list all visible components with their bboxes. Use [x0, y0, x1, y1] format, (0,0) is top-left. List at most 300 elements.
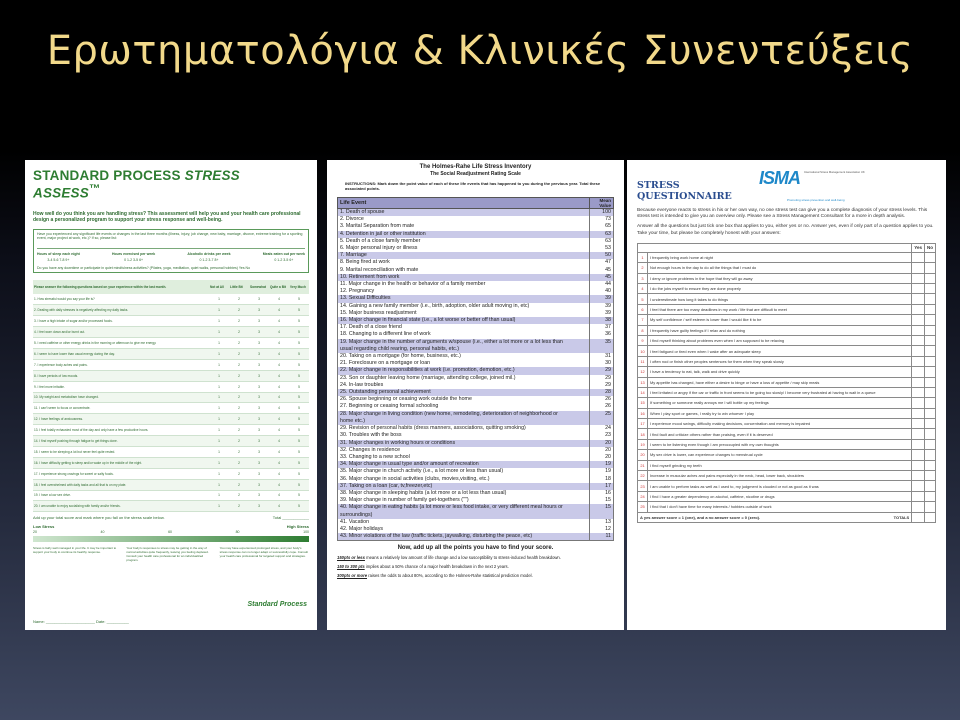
doc1-scale-option[interactable]: 2 — [229, 479, 249, 490]
doc3-question-number: 1 — [638, 252, 648, 262]
doc3-no-checkbox[interactable] — [925, 460, 936, 470]
doc1-scale-option[interactable]: 5 — [289, 338, 309, 349]
doc2-event-value: 29 — [590, 375, 614, 382]
doc1-scale-option[interactable]: 4 — [269, 316, 289, 327]
doc1-scale-option[interactable]: 4 — [269, 338, 289, 349]
doc3-yes-checkbox[interactable] — [912, 481, 925, 491]
doc2-event-value: 38 — [590, 317, 614, 324]
doc1-habit-label: Hours of sleep each night — [37, 251, 80, 256]
doc1-scale-option[interactable]: 3 — [249, 436, 269, 447]
doc1-scale-option[interactable]: 5 — [289, 446, 309, 457]
doc1-habit-options[interactable]: 0 1-2 3-5 6+ — [124, 258, 144, 262]
doc2-event-row — [338, 512, 614, 519]
doc1-scale-option[interactable]: 5 — [289, 316, 309, 327]
doc2-event-value: 23 — [590, 432, 614, 439]
doc1-scale-low: Low Stress — [33, 524, 55, 530]
doc3-no-total[interactable] — [925, 512, 936, 522]
doc3-question-text: My sex drive is lower, can experience changes to menstrual cycle — [648, 450, 912, 460]
doc3-no-checkbox[interactable] — [925, 419, 936, 429]
doc2-event-row — [338, 339, 614, 346]
doc2-event-value: 73 — [590, 216, 614, 223]
doc1-table-row — [33, 359, 309, 370]
doc3-question-row — [638, 263, 936, 273]
doc1-scale-option[interactable]: 2 — [229, 457, 249, 468]
doc2-event-value: 30 — [590, 360, 614, 367]
doc1-scale-option[interactable]: 5 — [289, 403, 309, 414]
doc2-event-text: 3. Marital Separation from mate — [338, 223, 590, 230]
doc2-event-text: 29. Revision of personal habits (dress manners, associations, quitting smoking) — [338, 425, 590, 432]
doc2-event-value: 15 — [590, 504, 614, 511]
doc2-event-value: 18 — [590, 476, 614, 483]
doc1-row-text: I can't seem to focus or concentrate. — [39, 406, 91, 411]
doc3-yes-total[interactable] — [912, 512, 925, 522]
doc1-scale-option[interactable]: 5 — [289, 370, 309, 381]
doc1-scale-option[interactable]: 4 — [269, 348, 289, 359]
doc3-yes-checkbox[interactable] — [912, 294, 925, 304]
doc3-yes-checkbox[interactable] — [912, 377, 925, 387]
doc3-question-text: I am unable to perform tasks as well as I used to, my judgment is clouded or not as good as it was — [648, 481, 912, 491]
doc1-scale-option[interactable]: 1 — [209, 294, 229, 305]
doc2-event-row — [338, 360, 614, 367]
doc3-no-checkbox[interactable] — [925, 408, 936, 418]
doc2-event-value: 39 — [590, 295, 614, 302]
doc3-yes-checkbox[interactable] — [912, 273, 925, 283]
doc2-event-text: 1. Death of spouse — [338, 209, 590, 217]
doc3-totals-text — [638, 512, 912, 522]
doc1-scale-option[interactable]: 1 — [209, 468, 229, 479]
doc2-event-text: 19. Major change in the number of arguments w/spouse (i.e., either a lot more or a lot less than — [338, 339, 590, 346]
doc2-event-row — [338, 317, 614, 324]
doc3-no-checkbox[interactable] — [925, 252, 936, 262]
doc3-question-text: I feel fatigued or tired even when I wake after an adequate sleep — [648, 346, 912, 356]
doc1-stress-scale-labels — [33, 524, 309, 529]
doc3-yes-checkbox[interactable] — [912, 263, 925, 273]
doc2-event-row — [338, 504, 614, 511]
doc1-scale-option[interactable]: 2 — [229, 425, 249, 436]
doc3-question-row — [638, 502, 936, 512]
doc1-scale-option[interactable]: 5 — [289, 359, 309, 370]
doc3-yes-checkbox[interactable] — [912, 283, 925, 293]
doc3-question-row — [638, 450, 936, 460]
doc1-habit-options[interactable]: 3-4 5-6 7-8 9+ — [47, 258, 70, 262]
doc2-event-row — [338, 425, 614, 432]
doc3-no-checkbox[interactable] — [925, 387, 936, 397]
doc3-col-no: No — [925, 243, 936, 252]
doc1-scale-option[interactable]: 4 — [269, 359, 289, 370]
doc1-scale-option[interactable]: 2 — [229, 348, 249, 359]
doc3-question-number: 23 — [638, 481, 648, 491]
doc1-scale-option[interactable]: 5 — [289, 468, 309, 479]
doc3-question-text: I frequently have guilty feelings if I relax and do nothing — [648, 325, 912, 335]
doc1-scale-option[interactable]: 4 — [269, 392, 289, 403]
doc1-scale-option[interactable]: 1 — [209, 370, 229, 381]
doc1-scale-option[interactable]: 5 — [289, 392, 309, 403]
doc3-question-row — [638, 356, 936, 366]
doc1-scale-option[interactable]: 2 — [229, 468, 249, 479]
doc3-no-checkbox[interactable] — [925, 450, 936, 460]
doc3-question-table — [637, 243, 936, 523]
doc3-yes-checkbox[interactable] — [912, 450, 925, 460]
doc1-scale-tick: 80 — [235, 530, 240, 535]
doc3-question-number: 14 — [638, 387, 648, 397]
doc1-scale-option[interactable]: 1 — [209, 327, 229, 338]
doc1-row-question: 1. How stressful would you say your life is? — [33, 294, 209, 305]
doc3-question-row — [638, 294, 936, 304]
doc1-scale-option[interactable]: 5 — [289, 348, 309, 359]
doc1-scale-option[interactable]: 3 — [249, 392, 269, 403]
doc2-event-row — [338, 389, 614, 396]
doc1-scale-option[interactable]: 3 — [249, 414, 269, 425]
doc1-scale-option[interactable]: 2 — [229, 338, 249, 349]
doc3-yes-checkbox[interactable] — [912, 367, 925, 377]
doc1-scale-option[interactable]: 5 — [289, 294, 309, 305]
doc1-scale-option[interactable]: 4 — [269, 468, 289, 479]
doc1-scale-option[interactable]: 5 — [289, 457, 309, 468]
doc2-event-text: surroundings) — [338, 512, 590, 519]
doc3-question-number: 19 — [638, 439, 648, 449]
doc1-scale-option[interactable]: 2 — [229, 316, 249, 327]
doc3-no-checkbox[interactable] — [925, 283, 936, 293]
doc3-question-number: 4 — [638, 283, 648, 293]
doc2-event-text: 31. Major changes in working hours or conditions — [338, 440, 590, 447]
doc2-event-value: 50 — [590, 252, 614, 259]
doc3-no-checkbox[interactable] — [925, 315, 936, 325]
doc1-scale-option[interactable]: 1 — [209, 446, 229, 457]
doc2-event-text: 34. Major change in usual type and/or amount of recreation — [338, 461, 590, 468]
doc1-scale-option[interactable]: 3 — [249, 327, 269, 338]
doc3-yes-checkbox[interactable] — [912, 346, 925, 356]
doc1-scale-option[interactable]: 3 — [249, 381, 269, 392]
doc2-event-row — [338, 468, 614, 475]
doc1-scale-option[interactable]: 4 — [269, 490, 289, 501]
doc1-scale-option[interactable]: 3 — [249, 348, 269, 359]
doc1-scale-option[interactable]: 3 — [249, 316, 269, 327]
doc3-no-checkbox[interactable] — [925, 481, 936, 491]
doc1-scale-option[interactable]: 4 — [269, 370, 289, 381]
doc2-event-text: 30. Troubles with the boss — [338, 432, 590, 439]
doc2-event-row — [338, 497, 614, 504]
doc1-row-question: 11. I can't seem to focus or concentrate. — [33, 403, 209, 414]
doc2-event-row — [338, 382, 614, 389]
doc1-row-question: 8. I have periods of low moods. — [33, 370, 209, 381]
doc1-scale-option[interactable]: 4 — [269, 501, 289, 512]
doc1-row-question: 2. Dealing with daily stresses is negatively affecting my daily tasks. — [33, 305, 209, 316]
doc1-row-question: 18. I feel overwhelmed with daily tasks and all that is on my plate. — [33, 479, 209, 490]
doc2-event-row — [338, 432, 614, 439]
doc3-yes-checkbox[interactable] — [912, 502, 925, 512]
doc1-scale-option[interactable]: 5 — [289, 490, 309, 501]
doc3-question-number: 12 — [638, 367, 648, 377]
doc3-yes-checkbox[interactable] — [912, 252, 925, 262]
doc3-header — [637, 168, 936, 202]
doc3-no-checkbox[interactable] — [925, 429, 936, 439]
doc1-habit-label: Hours exercised per week — [111, 251, 156, 256]
doc1-row-text: I feel totally exhausted most of the day and only have a few productive hours. — [39, 428, 149, 433]
doc1-scale-option[interactable]: 5 — [289, 381, 309, 392]
doc1-scale-option[interactable]: 2 — [229, 370, 249, 381]
doc2-score-range: 150 to 300 pts — [337, 564, 365, 570]
doc3-no-checkbox[interactable] — [925, 273, 936, 283]
doc1-row-question: 19. I have a low sex drive. — [33, 490, 209, 501]
doc3-question-text: My appetite has changed, have either a desire to binge or have a loss of appetite / may skip meals — [648, 377, 912, 387]
doc1-scale-option[interactable]: 5 — [289, 305, 309, 316]
doc1-table-row — [33, 403, 309, 414]
doc1-scale-option[interactable]: 1 — [209, 359, 229, 370]
doc1-scale-option[interactable]: 1 — [209, 316, 229, 327]
doc2-event-text: 11. Major change in the health or behavior of a family member — [338, 281, 590, 288]
doc2-event-row — [338, 440, 614, 447]
doc1-scale-option[interactable]: 1 — [209, 501, 229, 512]
doc1-scale-option[interactable]: 1 — [209, 457, 229, 468]
doc1-scale-option[interactable]: 3 — [249, 294, 269, 305]
doc3-no-checkbox[interactable] — [925, 335, 936, 345]
doc1-row-text: I experience body aches and pains. — [37, 362, 88, 367]
doc1-scale-option[interactable]: 1 — [209, 436, 229, 447]
doc2-event-text: 20. Taking on a mortgage (for home, business, etc.) — [338, 353, 590, 360]
doc1-row-text: I seem to be sleeping a lot but never feel quite rested. — [39, 449, 116, 454]
doc1-scale-option[interactable]: 1 — [209, 381, 229, 392]
doc1-scale-option[interactable]: 4 — [269, 479, 289, 490]
doc3-no-checkbox[interactable] — [925, 491, 936, 501]
doc2-event-text: home etc.) — [338, 418, 590, 425]
doc1-scale-option[interactable]: 4 — [269, 381, 289, 392]
doc2-event-value: 16 — [590, 490, 614, 497]
doc3-no-checkbox[interactable] — [925, 325, 936, 335]
doc3-no-checkbox[interactable] — [925, 356, 936, 366]
doc2-event-text: 41. Vacation — [338, 519, 590, 526]
doc1-scale-option[interactable]: 5 — [289, 501, 309, 512]
doc1-table-row — [33, 436, 309, 447]
isma-logo: ISMA — [759, 168, 800, 188]
doc3-question-number: 24 — [638, 491, 648, 501]
doc3-question-row — [638, 346, 936, 356]
doc2-event-value: 29 — [590, 367, 614, 374]
doc2-event-row — [338, 209, 614, 217]
doc3-no-checkbox[interactable] — [925, 439, 936, 449]
doc1-table-row — [33, 370, 309, 381]
doc3-question-number: 16 — [638, 408, 648, 418]
doc3-no-checkbox[interactable] — [925, 294, 936, 304]
doc1-row-text: I feel overwhelmed with daily tasks and all that is on my plate. — [39, 482, 127, 487]
doc2-event-value: 17 — [590, 483, 614, 490]
doc3-yes-checkbox[interactable] — [912, 439, 925, 449]
doc3-yes-checkbox[interactable] — [912, 356, 925, 366]
doc1-row-text: I am unable to enjoy socializing with family and/or friends. — [39, 504, 121, 509]
doc3-question-row — [638, 335, 936, 345]
doc3-question-number: 13 — [638, 377, 648, 387]
doc1-scale-option[interactable]: 1 — [209, 392, 229, 403]
doc1-habit-item — [187, 252, 230, 263]
doc2-event-row — [338, 375, 614, 382]
doc3-no-checkbox[interactable] — [925, 502, 936, 512]
doc2-event-row — [338, 295, 614, 302]
doc1-scale-option[interactable]: 1 — [209, 490, 229, 501]
doc1-scale-option[interactable]: 4 — [269, 436, 289, 447]
doc3-yes-checkbox[interactable] — [912, 471, 925, 481]
doc1-scale-option[interactable]: 3 — [249, 490, 269, 501]
doc1-scale-option[interactable]: 2 — [229, 403, 249, 414]
doc1-scale-option[interactable]: 2 — [229, 490, 249, 501]
doc3-yes-checkbox[interactable] — [912, 491, 925, 501]
doc1-scale-option[interactable]: 4 — [269, 414, 289, 425]
doc1-scale-option[interactable]: 1 — [209, 305, 229, 316]
doc2-score-note — [337, 555, 614, 560]
doc2-event-text: 9. Marital reconciliation with mate — [338, 267, 590, 274]
doc2-event-value: 36 — [590, 331, 614, 338]
doc2-event-value: 26 — [590, 396, 614, 403]
doc1-scale-option[interactable]: 5 — [289, 414, 309, 425]
doc1-scale-option[interactable]: 2 — [229, 414, 249, 425]
doc1-row-text: How stressful would you say your life is? — [37, 297, 95, 302]
doc3-yes-checkbox[interactable] — [912, 460, 925, 470]
doc1-scale-description: Your body's responses to stress may be getting in the way of normal activities quite frequently, leaving you feeling depleted. Consult your health care professional for an individualized program. — [126, 546, 209, 563]
doc1-footer: Name: ______________________ Date: __________ — [33, 619, 129, 624]
doc3-question-row — [638, 439, 936, 449]
doc2-subtitle: The Social Readjustment Rating Scale — [430, 171, 521, 177]
doc1-scale-option[interactable]: 4 — [269, 403, 289, 414]
doc1-habit-options[interactable]: 0 1-2 3-5 6+ — [274, 258, 294, 262]
doc1-row-question: 17. I experience strong cravings for sweet or salty foods. — [33, 468, 209, 479]
doc1-scale-option[interactable]: 1 — [209, 338, 229, 349]
doc3-question-text: I frequently bring work home at night — [648, 252, 912, 262]
doc2-event-value: 20 — [590, 440, 614, 447]
doc2-score-meaning: implies about a 50% chance of a major health breakdown in the next 2 years. — [364, 564, 509, 570]
doc1-scale-option[interactable]: 3 — [249, 425, 269, 436]
doc1-scale-option[interactable]: 2 — [229, 294, 249, 305]
doc3-question-row — [638, 273, 936, 283]
doc1-scale-option[interactable]: 3 — [249, 501, 269, 512]
doc1-row-question: 15. I seem to be sleeping a lot but never feel quite rested. — [33, 446, 209, 457]
doc1-row-question: 7. I experience body aches and pains. — [33, 359, 209, 370]
doc3-question-text: I find myself grinding my teeth — [648, 460, 912, 470]
doc1-scale-option[interactable]: 3 — [249, 305, 269, 316]
doc3-yes-checkbox[interactable] — [912, 419, 925, 429]
doc2-event-value: 31 — [590, 353, 614, 360]
doc3-question-row — [638, 377, 936, 387]
doc1-scale-option[interactable]: 1 — [209, 425, 229, 436]
doc1-scale-option[interactable]: 2 — [229, 359, 249, 370]
doc1-scale-option[interactable]: 3 — [249, 370, 269, 381]
doc3-yes-checkbox[interactable] — [912, 335, 925, 345]
doc1-scale-option[interactable]: 2 — [229, 381, 249, 392]
doc2-event-value: 45 — [590, 274, 614, 281]
doc1-habit-options[interactable]: 0 1-2 3-7 8+ — [199, 258, 219, 262]
doc2-event-text: 28. Major change in living condition (new home, remodeling, deterioration of neighborhood or — [338, 411, 590, 418]
doc1-scale-option[interactable]: 3 — [249, 403, 269, 414]
doc3-yes-checkbox[interactable] — [912, 387, 925, 397]
doc2-event-row — [338, 396, 614, 403]
doc3-no-checkbox[interactable] — [925, 471, 936, 481]
doc2-event-text: 16. Major change in financial state (i.e., a lot worse or better off than usual) — [338, 317, 590, 324]
doc2-event-text: 6. Major personal injury or illness — [338, 245, 590, 252]
doc3-no-checkbox[interactable] — [925, 377, 936, 387]
doc1-scale-option[interactable]: 1 — [209, 348, 229, 359]
doc1-scale-option[interactable]: 4 — [269, 327, 289, 338]
doc2-event-row — [338, 281, 614, 288]
doc1-scale-option[interactable]: 3 — [249, 359, 269, 370]
doc3-totals-row — [638, 512, 936, 522]
doc1-scale-option[interactable]: 4 — [269, 425, 289, 436]
doc1-scale-option[interactable]: 5 — [289, 327, 309, 338]
doc2-event-row — [338, 267, 614, 274]
doc3-question-number: 6 — [638, 304, 648, 314]
doc2-event-text: usual regarding child rearing, personal habits, etc.) — [338, 346, 590, 353]
doc3-question-number: 2 — [638, 263, 648, 273]
doc2-score-range: 300pts or more — [337, 573, 368, 579]
doc2-event-row — [338, 454, 614, 461]
doc2-event-value: 26 — [590, 403, 614, 410]
doc1-title-b: STRESS ASSESS — [33, 168, 240, 201]
doc1-scale-option[interactable]: 3 — [249, 457, 269, 468]
doc3-question-row — [638, 283, 936, 293]
doc1-table-row — [33, 490, 309, 501]
doc1-scale-option[interactable]: 2 — [229, 446, 249, 457]
doc1-row-question: 9. I feel more irritable. — [33, 381, 209, 392]
doc2-event-row — [338, 303, 614, 310]
doc1-scale-option[interactable]: 2 — [229, 392, 249, 403]
doc2-event-value: 25 — [590, 411, 614, 418]
doc2-event-text: 39. Major change in number of family get-togethers ("") — [338, 497, 590, 504]
doc1-scale-option[interactable]: 4 — [269, 294, 289, 305]
doc1-scale-option[interactable]: 5 — [289, 479, 309, 490]
doc1-scale-option[interactable]: 5 — [289, 436, 309, 447]
doc3-question-row — [638, 419, 936, 429]
doc3-yes-checkbox[interactable] — [912, 398, 925, 408]
doc2-score-note — [337, 573, 614, 578]
doc1-scale-option[interactable]: 1 — [209, 414, 229, 425]
doc3-no-checkbox[interactable] — [925, 346, 936, 356]
doc1-scale-option[interactable]: 2 — [229, 327, 249, 338]
doc1-table-row — [33, 348, 309, 359]
doc1-scale-option[interactable]: 4 — [269, 446, 289, 457]
doc3-yes-checkbox[interactable] — [912, 325, 925, 335]
doc2-event-value: 100 — [590, 209, 614, 217]
doc1-scale-option[interactable]: 5 — [289, 425, 309, 436]
doc2-event-text: 5. Death of a close family member — [338, 238, 590, 245]
doc3-no-checkbox[interactable] — [925, 304, 936, 314]
doc1-scale-option[interactable]: 2 — [229, 305, 249, 316]
stress-assess-document — [25, 160, 317, 630]
doc3-yes-checkbox[interactable] — [912, 429, 925, 439]
doc3-no-checkbox[interactable] — [925, 367, 936, 377]
doc3-question-row — [638, 325, 936, 335]
doc3-yes-checkbox[interactable] — [912, 408, 925, 418]
doc1-habit-label: Alcoholic drinks per week — [187, 251, 231, 256]
doc1-scale-option[interactable]: 4 — [269, 457, 289, 468]
doc2-event-value: 20 — [590, 454, 614, 461]
doc2-event-value: 47 — [590, 259, 614, 266]
doc1-scale-option[interactable]: 2 — [229, 501, 249, 512]
doc3-question-text: I do the jobs myself to ensure they are done properly — [648, 283, 912, 293]
doc1-table-row — [33, 316, 309, 327]
doc3-yes-checkbox[interactable] — [912, 304, 925, 314]
doc1-table-row — [33, 425, 309, 436]
doc1-scale-option[interactable]: 3 — [249, 338, 269, 349]
doc3-yes-checkbox[interactable] — [912, 315, 925, 325]
doc1-scale-option[interactable]: 3 — [249, 446, 269, 457]
doc2-event-row — [338, 403, 614, 410]
doc1-scale-option[interactable]: 4 — [269, 305, 289, 316]
standard-process-logo: Standard Process — [247, 601, 307, 608]
doc1-scale-option[interactable]: 1 — [209, 479, 229, 490]
doc1-row-question: 20. I am unable to enjoy socializing with family and/or friends. — [33, 501, 209, 512]
doc1-scale-option[interactable]: 2 — [229, 436, 249, 447]
doc3-no-checkbox[interactable] — [925, 398, 936, 408]
doc1-scale-option[interactable]: 1 — [209, 403, 229, 414]
doc1-scale-option[interactable]: 3 — [249, 479, 269, 490]
doc3-no-checkbox[interactable] — [925, 263, 936, 273]
doc1-scale-option[interactable]: 3 — [249, 468, 269, 479]
